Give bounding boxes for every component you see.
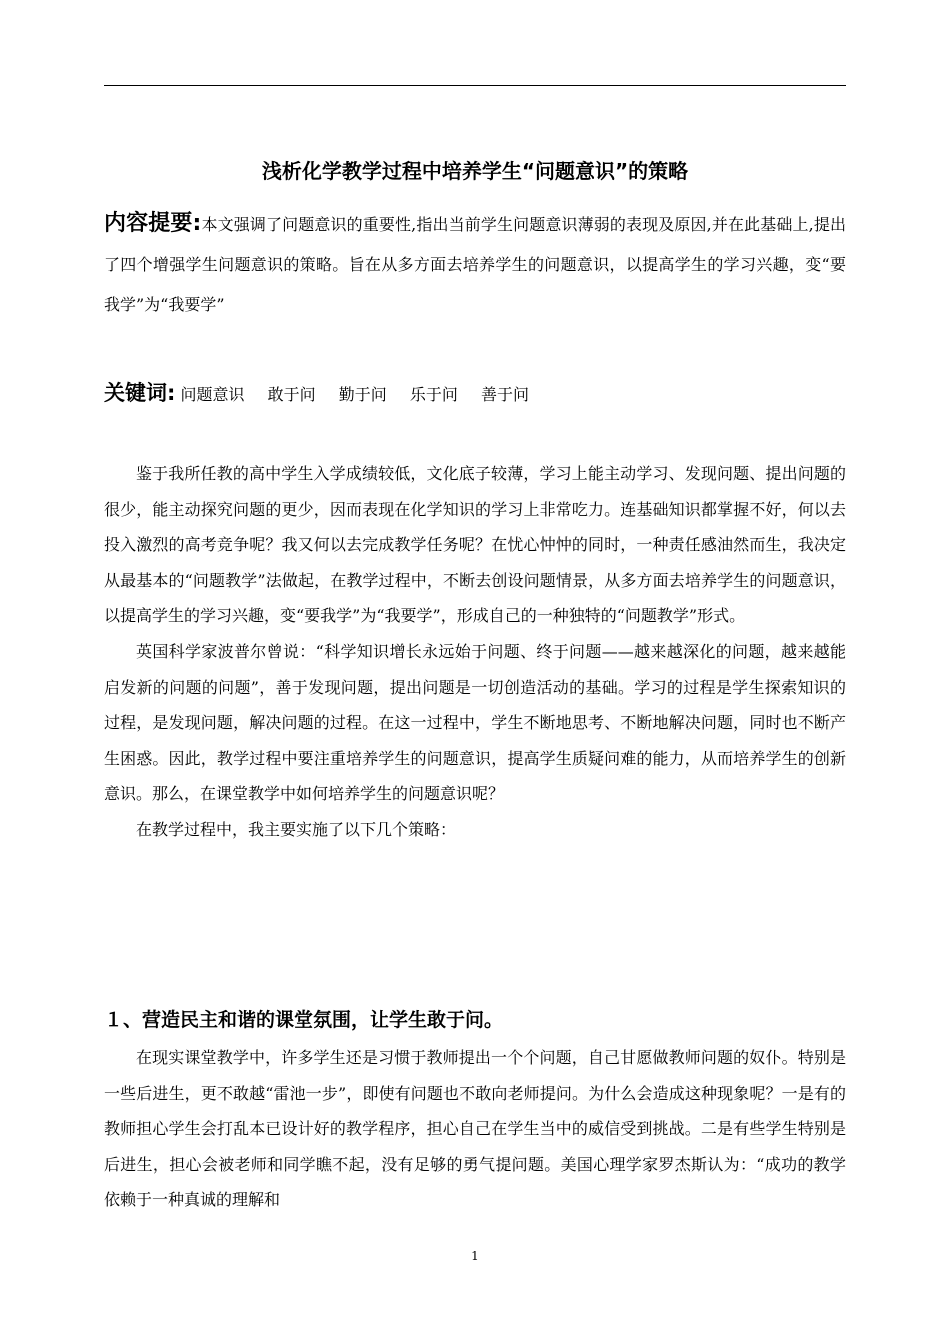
body-text: [104, 456, 846, 848]
document-title: 浅析化学教学过程中培养学生“问题意识”的策略: [261, 159, 689, 183]
page-number: 1: [471, 1249, 479, 1263]
section-body: [104, 1040, 846, 1218]
abstract: [104, 204, 846, 325]
body-paragraph: 英国科学家波普尔曾说：“科学知识增长永远始于问题、终于问题——越来越深化的问题，越来越能启发新的问题的问题”，善于发现问题，提出问题是一切创造活动的基础。学习的过程是学生探索知识的过程，是发现问题，解决问题的过程。在这一过程中，学生不断地思考、不断地解决问题，同时也不断产生困惑。因此，教学过程中要注重培养学生的问题意识，提高学生质疑问难的能力，从而培养学生的创新意识。那么，在课堂教学中如何培养学生的问题意识呢？: [104, 641, 846, 804]
body-paragraph: 在现实课堂教学中，许多学生还是习惯于教师提出一个个问题，自己甘愿做教师问题的奴仆。特别是一些后进生，更不敢越“雷池一步”，即使有问题也不敢向老师提问。为什么会造成这种现象呢？一是有的教师担心学生会打乱本已设计好的教学程序，担心自己在学生当中的威信受到挑战。二是有些学生特别是后进生，担心会被老师和同学瞧不起，没有足够的勇气提问题。美国心理学家罗杰斯认为：“成功的教学依赖于一种真诚的理解和: [104, 1048, 846, 1210]
keyword: 乐于问: [409, 385, 458, 404]
keyword: 问题意识: [180, 385, 245, 404]
body-paragraph: 鉴于我所任教的高中学生入学成绩较低，文化底子较薄，学习上能主动学习、发现问题、提出问题的很少，能主动探究问题的更少，因而表现在化学知识的学习上非常吃力。连基础知识都掌握不好，何以去投入激烈的高考竞争呢？我又何以去完成教学任务呢？在忧心忡忡的同时，一种责任感油然而生，我决定从最基本的“问题教学”法做起，在教学过程中，不断去创设问题情景，从多方面去培养学生的问题意识，以提高学生的学习兴趣，变“要我学”为“我要学”，形成自己的一种独特的“问题教学”形式。: [104, 464, 846, 626]
header-rule: [104, 85, 846, 86]
abstract-text: 本文强调了问题意识的重要性,指出当前学生问题意识薄弱的表现及原因,并在此基础上,提出了四个增强学生问题意识的策略。旨在从多方面去培养学生的问题意识，以提高学生的学习兴趣，变“要我学”为“我要学”: [104, 215, 846, 314]
keyword: 勤于问: [338, 385, 387, 404]
keywords-label: 关键词:: [104, 381, 176, 405]
keyword: 善于问: [480, 385, 529, 404]
abstract-label: 内容提要:: [104, 211, 202, 236]
keyword: 敢于问: [267, 385, 316, 404]
body-paragraph: 在教学过程中，我主要实施了以下几个策略：: [136, 819, 457, 839]
section-heading: １、营造民主和谐的课堂氛围，让学生敢于问。: [104, 1009, 504, 1031]
keywords: [104, 376, 846, 412]
